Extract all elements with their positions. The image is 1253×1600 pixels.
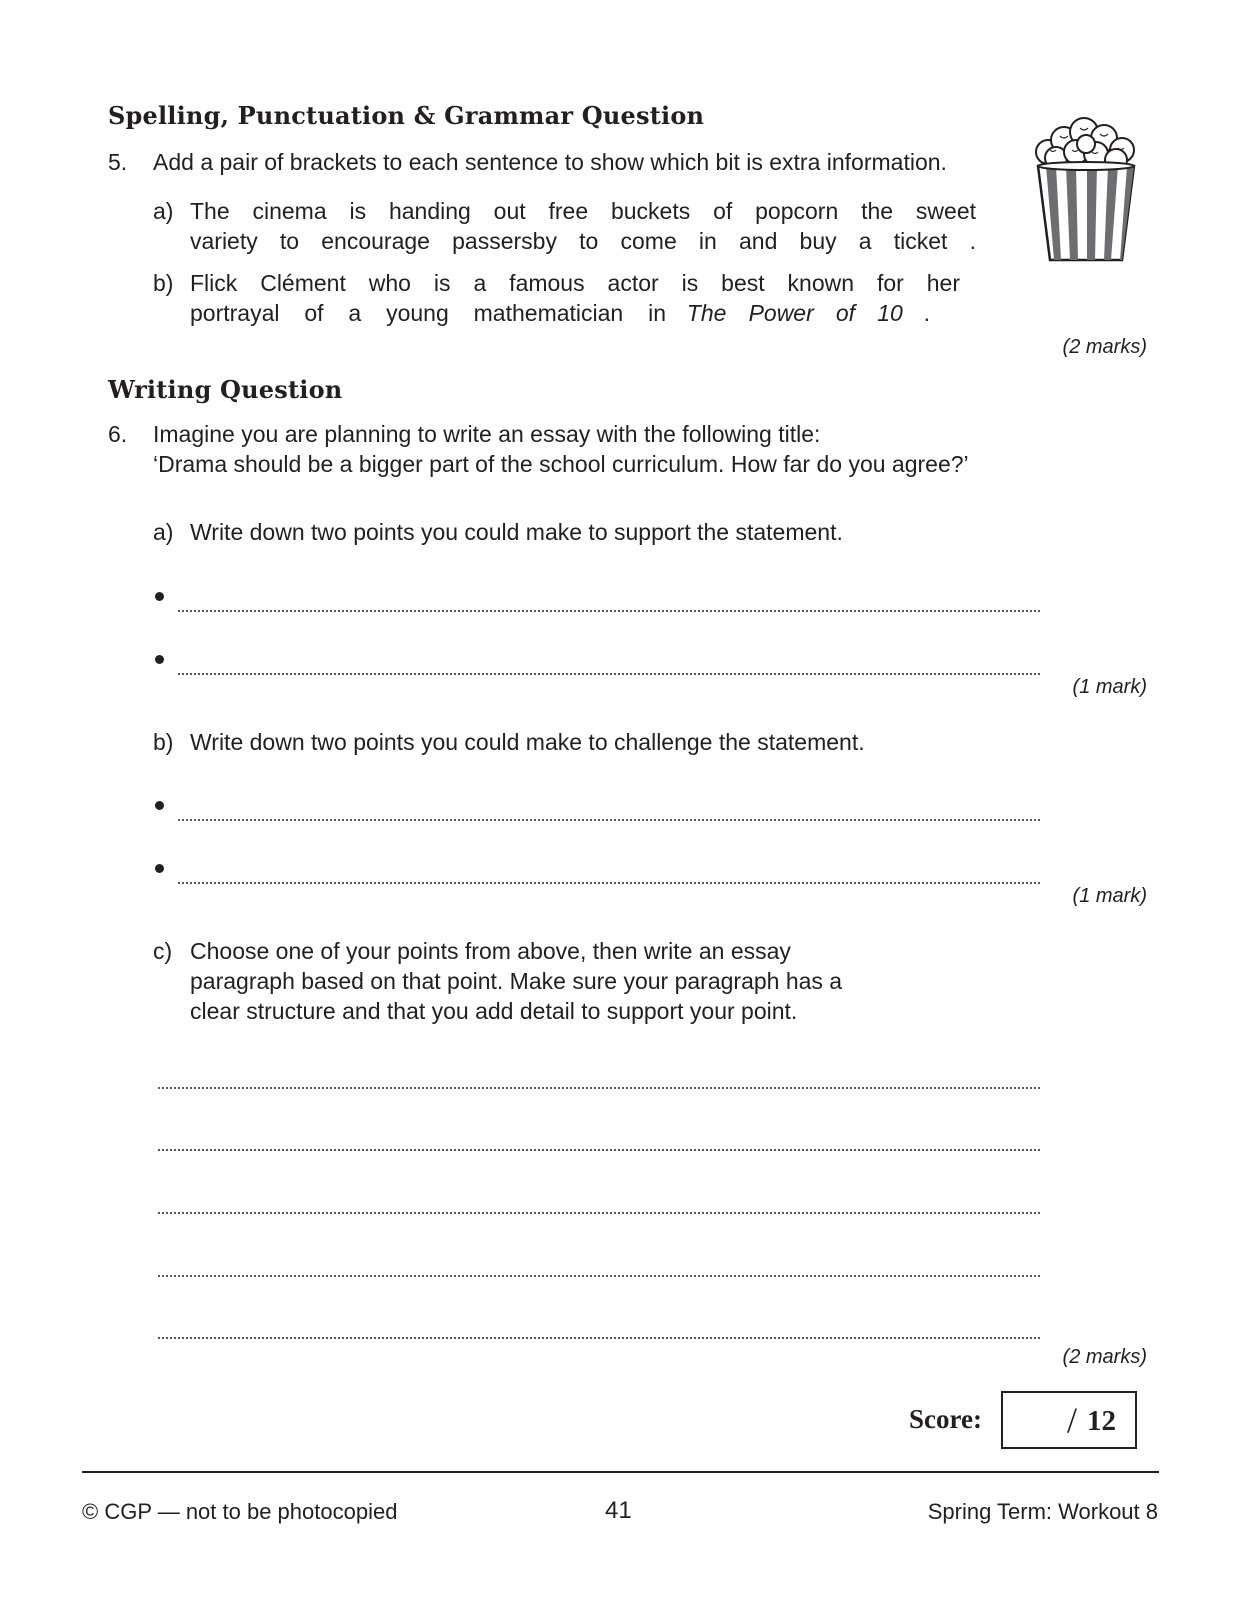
answer-line-6c-4[interactable] xyxy=(158,1275,1040,1277)
score-slash: / xyxy=(1067,1400,1078,1440)
answer-line-6a-2[interactable] xyxy=(178,673,1040,675)
q6c-marks: (2 marks) xyxy=(1062,1346,1147,1368)
footer-copyright: © CGP — not to be photocopied xyxy=(82,1499,398,1524)
q6c-label: c) xyxy=(153,938,173,964)
q5b-film-title: The Power of 10 xyxy=(686,300,903,326)
q6-heading: Writing Question xyxy=(108,375,343,404)
q5-prompt: Add a pair of brackets to each sentence to show which bit is extra information. xyxy=(153,149,947,175)
answer-line-6c-1[interactable] xyxy=(158,1087,1040,1089)
q5-number: 5. xyxy=(108,149,128,175)
q5a-label: a) xyxy=(153,198,174,224)
answer-line-6b-1[interactable] xyxy=(178,819,1040,821)
q6a-text: Write down two points you could make to support the statement. xyxy=(190,519,843,545)
answer-line-6c-2[interactable] xyxy=(158,1149,1040,1151)
q6c-line2: paragraph based on that point. Make sure your paragraph has a xyxy=(190,968,843,994)
answer-line-6b-2[interactable] xyxy=(178,882,1040,884)
bullet xyxy=(155,864,164,873)
q6c-line1: Choose one of your points from above, then write an essay xyxy=(190,938,791,964)
q6-prompt-line1: Imagine you are planning to write an essay with the following title: xyxy=(153,421,821,447)
q5b-line2-end: . xyxy=(923,300,930,326)
answer-line-6c-3[interactable] xyxy=(158,1212,1040,1214)
q6-number: 6. xyxy=(108,421,128,447)
q5b-line1: Flick Clément who is a famous actor is best known for her xyxy=(190,270,960,296)
answer-line-6c-5[interactable] xyxy=(158,1337,1040,1339)
bullet xyxy=(155,655,164,664)
q5-heading: Spelling, Punctuation & Grammar Question xyxy=(108,101,705,130)
q6c-line3: clear structure and that you add detail to support your point. xyxy=(190,998,798,1024)
popcorn-bucket-icon xyxy=(1030,114,1142,264)
q6b-marks: (1 mark) xyxy=(1072,885,1147,907)
q5b-line2-text: portrayal of a young mathematician in xyxy=(190,300,666,326)
score-label: Score: xyxy=(909,1404,982,1434)
q6a-label: a) xyxy=(153,519,174,545)
footer-divider xyxy=(82,1471,1159,1473)
score-total: 12 xyxy=(1087,1405,1116,1437)
q5a-line1: The cinema is handing out free buckets of popcorn the sweet xyxy=(190,198,976,224)
score-box[interactable] xyxy=(1001,1391,1137,1449)
q5b-line2 xyxy=(190,298,930,328)
q5a-line2: variety to encourage passersby to come in and buy a ticket . xyxy=(190,228,976,254)
bullet xyxy=(155,801,164,810)
answer-line-6a-1[interactable] xyxy=(178,610,1040,612)
q6-prompt-line2: ‘Drama should be a bigger part of the school curriculum. How far do you agree?’ xyxy=(153,451,969,477)
q5-marks: (2 marks) xyxy=(1062,336,1147,358)
q5b-label: b) xyxy=(153,270,174,296)
q6b-text: Write down two points you could make to challenge the statement. xyxy=(190,729,865,755)
q6a-marks: (1 mark) xyxy=(1072,676,1147,698)
page-number: 41 xyxy=(605,1497,632,1524)
bullet xyxy=(155,592,164,601)
q6b-label: b) xyxy=(153,729,174,755)
footer-section: Spring Term: Workout 8 xyxy=(927,1499,1158,1524)
